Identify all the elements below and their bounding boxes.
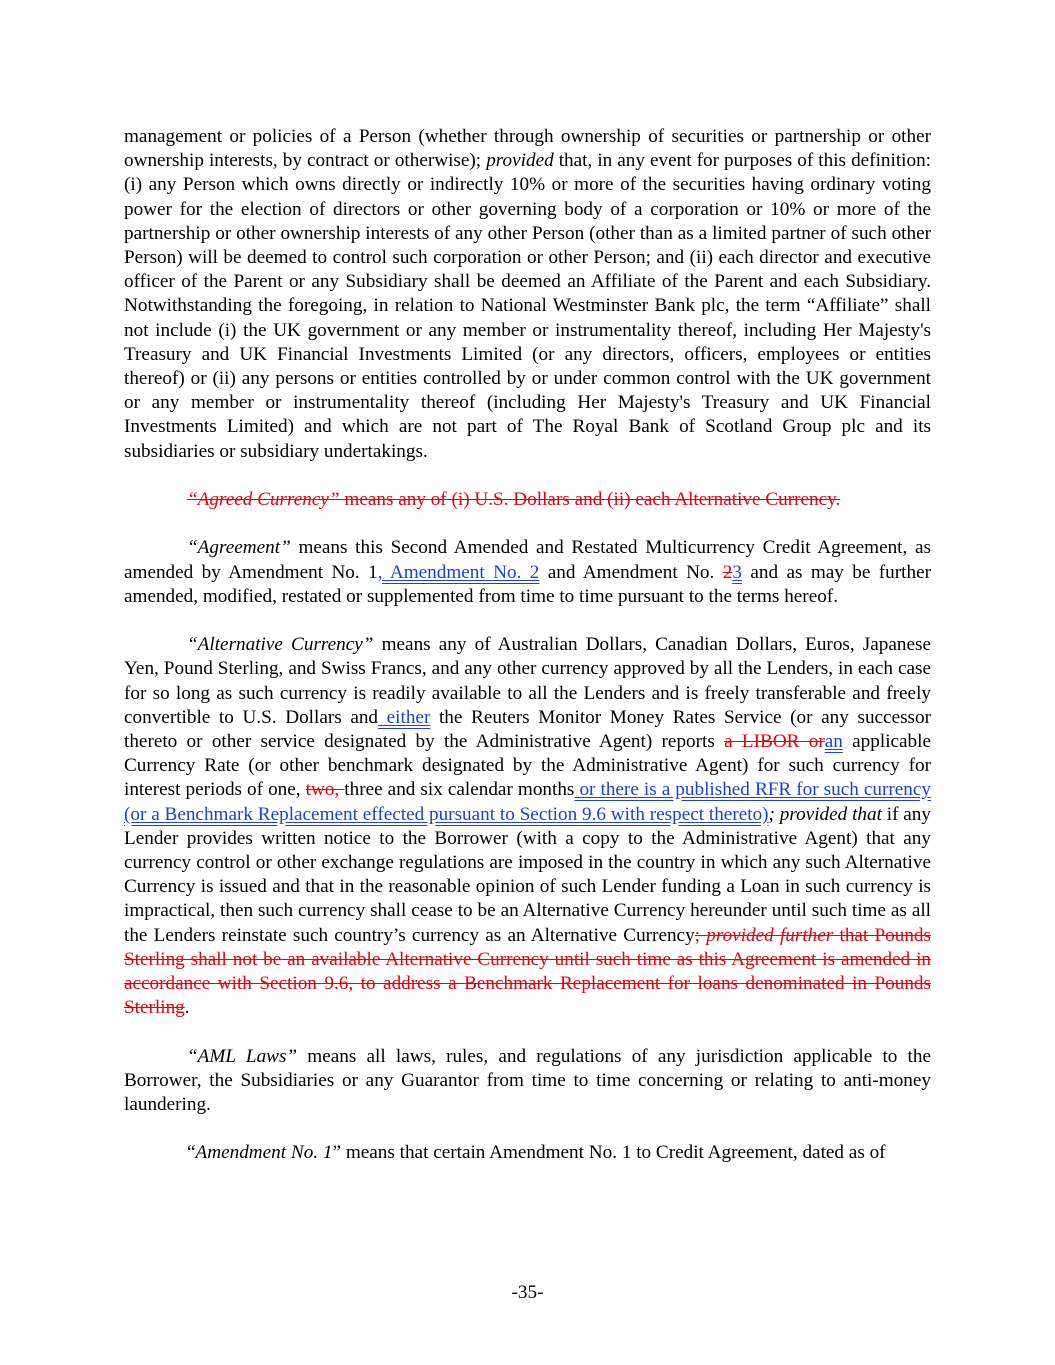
definition-agreement: “Agreement” means this Second Amended and Restated Multicurrency Credit Agreement, as amended by Amendment No. 1, Amendment No. 2 and Amendment No. 23 and as may be further amended, modified, restated or supplemented from time to time pursuant to the terms hereof. (124, 537, 931, 607)
document-body (124, 125, 931, 1166)
definition-aml-laws: “AML Laws” means all laws, rules, and regulations of any jurisdiction applicable to the Borrower, the Subsidiaries or any Guarantor from time to time concerning or relating to anti-money laundering. (124, 1045, 932, 1116)
definition-alternative-currency: “Alternative Currency” means any of Australian Dollars, Canadian Dollars, Euros, Japanese Yen, Pound Sterling, and Swiss Francs, and any other currency approved by all the Lenders, in each case for so long as such currency is readily available to all the Lenders and is freely transferable and freely convertible to U.S. Dollars and either the Reuters Monitor Money Rates Service (or any successor thereto or other service designated by the Administrative Agent) reports a LIBOR oran applicable Currency Rate (or other benchmark designated by the Administrative Agent) for such currency for interest periods of one, two, three and six calendar months or there is a published RFR for such currency (or a Benchmark Replacement effected pursuant to Section 9.6 with respect thereto); provided that if any Lender provides written notice to the Borrower (with a copy to the Administrative Agent) that any currency control or other exchange regulations are imposed in the country in which any such Alternative Currency is issued and that in the reasonable opinion of such Lender funding a Loan in such currency is impractical, then such currency shall cease to be an Alternative Currency hereunder until such time as all the Lenders reinstate such country’s currency as an Alternative Currency; provided further that Pounds Sterling shall not be an available Alternative Currency until such time as this Agreement is amended in accordance with Section 9.6, to address a Benchmark Replacement for loans denominated in Pounds Sterling. (124, 634, 932, 1019)
definition-agreed-currency-deleted: “Agreed Currency” means any of (i) U.S. Dollars and (ii) each Alternative Currency. (187, 489, 841, 511)
paragraph-affiliate-continued: management or policies of a Person (whether through ownership of securities or partnership or other ownership interests, by contract or otherwise); provided that, in any event for purposes of this definition: (i) any Person which owns directly or indirectly 10% or more of the securities having ordinary voting power for the election of directors or other governing body of a corporation or 10% or more of the partnership or other ownership interests of any other Person (other than as a limited partner of such other Person) will be deemed to control such corporation or other Person; and (ii) each director and executive officer of the Parent or any Subsidiary shall be deemed an Affiliate of the Parent and each Subsidiary. Notwithstanding the foregoing, in relation to National Westminster Bank plc, the term “Affiliate” shall not include (i) the UK government or any member or instrumentality thereof, including Her Majesty's Treasury and UK Financial Investments Limited (or any directors, officers, employees or entities thereof) or (ii) any persons or entities controlled by or under common control with the UK government or any member or instrumentality thereof (including Her Majesty's Treasury and UK Financial Investments Limited) and which are not part of The Royal Bank of Scotland Group plc and its subsidiaries or subsidiary undertakings. (124, 126, 932, 462)
page-number: -35- (511, 1282, 544, 1303)
definition-amendment-no-1: “Amendment No. 1” means that certain Amendment No. 1 to Credit Agreement, dated as of (187, 1142, 886, 1164)
